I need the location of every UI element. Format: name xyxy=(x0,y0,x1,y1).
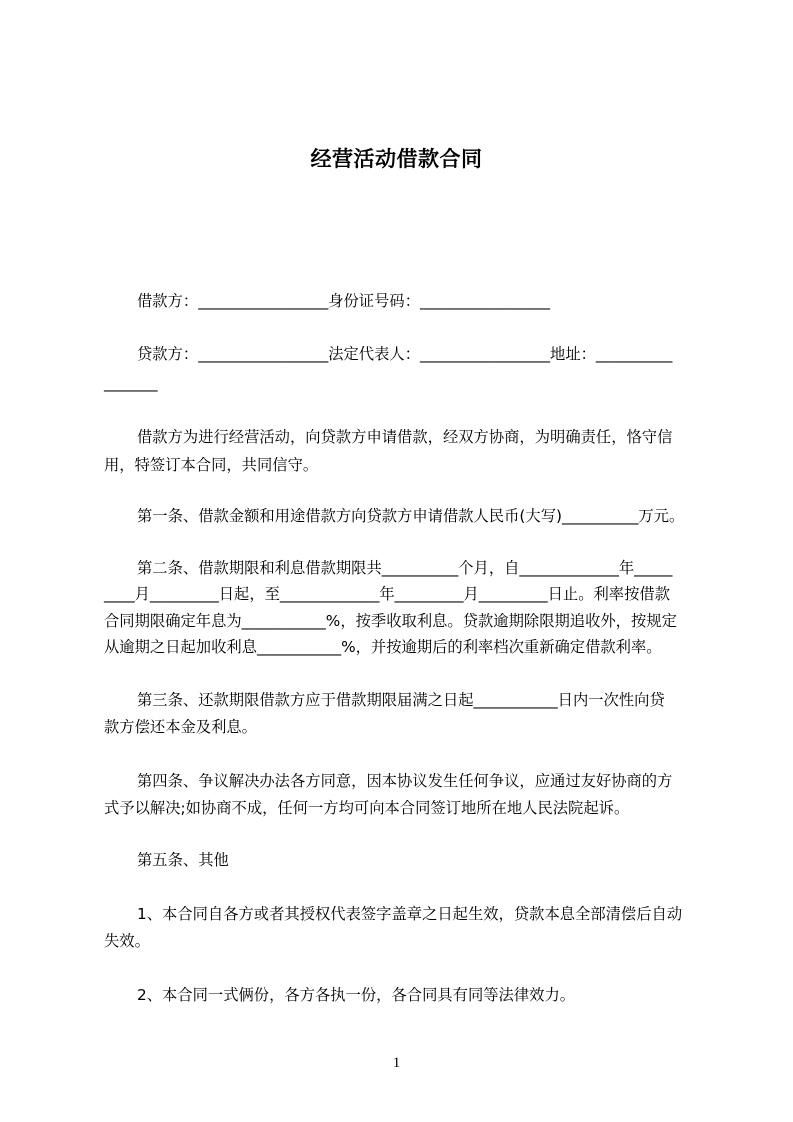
preamble-line-2: 用，特签订本合同，共同信守。 xyxy=(104,456,319,474)
article-2-line-2: ____月_________日起，至_____________年_________月_________日止。利率按借款 xyxy=(104,585,670,603)
article-2-line-1: 第二条、借款期限和利息借款期限共__________个月，自_____________年_____ xyxy=(137,559,673,577)
lender-line-continued: _______ xyxy=(104,374,158,392)
clause-1-line-2: 失效。 xyxy=(104,932,150,950)
article-4-line-1: 第四条、争议解决办法各方同意，因本协议发生任何争议，应通过友好协商的方 xyxy=(137,772,673,790)
lender-line: 贷款方：_________________法定代表人：_________________地址：__________ xyxy=(137,345,673,363)
page-number: 1 xyxy=(392,1055,401,1071)
article-1-line: 第一条、借款金额和用途借款方向贷款方申请借款人民币(大写)__________万元。 xyxy=(137,507,685,525)
article-5-heading: 第五条、其他 xyxy=(137,851,229,869)
article-2-line-3: 合同期限确定年息为___________%，按季收取利息。贷款逾期除限期追收外，按规定 xyxy=(104,612,677,630)
article-3-line-2: 款方偿还本金及利息。 xyxy=(104,718,257,736)
preamble-line-1: 借款方为进行经营活动，向贷款方申请借款，经双方协商，为明确责任，恪守信 xyxy=(137,428,673,446)
clause-2-line: 2、本合同一式俩份，各方各执一份，各合同具有同等法律效力。 xyxy=(137,986,576,1004)
clause-1-line-1: 1、本合同自各方或者其授权代表签字盖章之日起生效，贷款本息全部清偿后自动 xyxy=(137,905,683,923)
article-3-line-1: 第三条、还款期限借款方应于借款期限届满之日起___________日内一次性向贷 xyxy=(137,691,665,709)
article-4-line-2: 式予以解决;如协商不成，任何一方均可向本合同签订地所在地人民法院起诉。 xyxy=(104,799,630,817)
borrower-line: 借款方：_________________身份证号码：_________________ xyxy=(137,292,551,310)
article-2-line-4: 从逾期之日起加收利息___________%，并按逾期后的利率档次重新确定借款利率。 xyxy=(104,638,662,656)
document-title: 经营活动借款合同 xyxy=(310,147,483,171)
